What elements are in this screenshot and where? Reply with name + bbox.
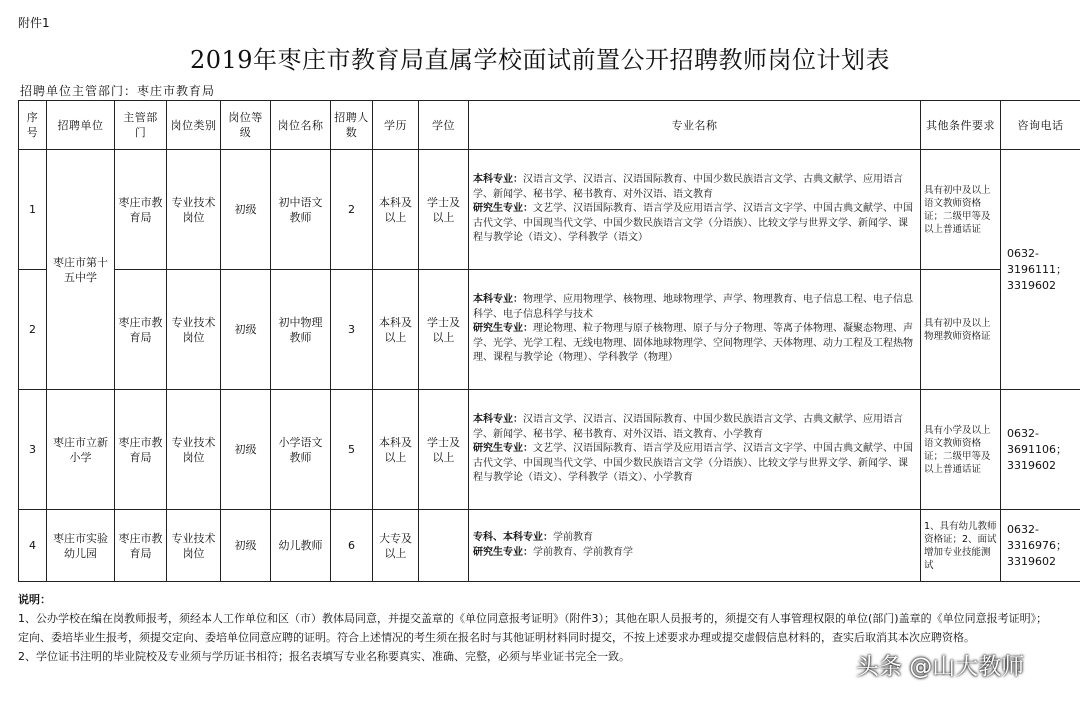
major-text: 理论物理、粒子物理与原子核物理、原子与分子物理、等离子体物理、凝聚态物理、声学、光学、光学工程、无线电物理、固体地球物理学、空间物理学、天体物理、动力工程及工程热物理、课程与教学论（物理）、学科教学（物理） [473, 323, 913, 364]
position-cell: 幼儿教师 [271, 510, 331, 582]
major-label: 本科专业： [473, 174, 523, 186]
header-row [19, 101, 1080, 150]
note-item: 2、学位证书注明的毕业院校及专业须与学历证书相符；报名表填写专业名称要真实、准确、完整，必须与毕业证书完全一致。 [18, 650, 630, 663]
major-label: 研究生专业： [473, 323, 533, 335]
note-item: 1、公办学校在编在岗教师报考，须经本人工作单位和区（市）教体局同意，并提交盖章的《单位同意报考证明》（附件3）；其他在职人员报考的，须提交有人事管理权限的单位(部门)盖章的《单位同意报考证明》；定向、委培毕业生报考，须提交定向、委培单位同意应聘的证明。符合上述情况的考生须在报名时与其他证明材料同时提交，不按上述要求办理或提交虚假信息材料的，查实后取消其本次应聘资格。 [18, 612, 1048, 644]
recruitment-table [18, 100, 1080, 582]
major-label: 研究生专业： [473, 203, 533, 215]
major-text: 物理学、应用物理学、核物理、地球物理学、声学、物理教育、电子信息工程、电子信息科学、电子信息科学与技术 [473, 294, 913, 320]
watermark: 头条 @山大教师 [856, 654, 1025, 680]
count-cell: 6 [331, 510, 373, 582]
header-cell: 其他条件要求 [921, 101, 1001, 150]
major-label: 专科、本科专业： [473, 532, 553, 543]
header-cell: 招聘单位 [47, 101, 115, 150]
row-number: 4 [19, 510, 47, 582]
row-number: 1 [19, 150, 47, 270]
count-cell: 2 [331, 150, 373, 270]
major-cell [469, 390, 921, 510]
dept-cell: 枣庄市教育局 [115, 150, 167, 270]
unit-cell: 枣庄市第十五中学 [47, 150, 115, 390]
header-cell: 招聘人数 [331, 101, 373, 150]
category-cell: 专业技术岗位 [167, 390, 221, 510]
major-label: 本科专业： [473, 414, 523, 426]
table-row [19, 390, 1080, 510]
other-cell: 具有初中及以上物理教师资格证 [921, 270, 1001, 390]
other-cell: 具有初中及以上语文教师资格证；二级甲等及以上普通话证 [921, 150, 1001, 270]
header-cell: 岗位类别 [167, 101, 221, 150]
grade-cell: 初级 [221, 510, 271, 582]
other-cell: 具有小学及以上语文教师资格证；二级甲等及以上普通话证 [921, 390, 1001, 510]
major-text: 文艺学、汉语国际教育、语言学及应用语言学、汉语言文字学、中国古典文献学、中国古代文学、中国现当代文学、中国少数民族语言文学（分语族）、比较文学与世界文学、新闻学、课程与教学论（语文）、学科教学（语文） [473, 203, 913, 244]
degree-cell [419, 510, 469, 582]
major-text: 汉语言文学、汉语言、汉语国际教育、中国少数民族语言文学、古典文献学、应用语言学、新闻学、秘书学、秘书教育、对外汉语、语文教育 [473, 174, 903, 200]
row-number: 3 [19, 390, 47, 510]
department-line: 招聘单位主管部门：枣庄市教育局 [20, 84, 216, 98]
education-cell: 本科及以上 [373, 390, 419, 510]
header-cell: 咨询电话 [1001, 101, 1080, 150]
position-cell: 初中物理教师 [271, 270, 331, 390]
dept-cell: 枣庄市教育局 [115, 270, 167, 390]
count-cell: 5 [331, 390, 373, 510]
major-cell [469, 270, 921, 390]
table-row [19, 510, 1080, 582]
count-cell: 3 [331, 270, 373, 390]
other-cell: 1、具有幼儿教师资格证；2、面试增加专业技能测试 [921, 510, 1001, 582]
category-cell: 专业技术岗位 [167, 510, 221, 582]
major-cell [469, 150, 921, 270]
major-label: 研究生专业： [473, 443, 533, 455]
major-text: 文艺学、汉语国际教育、语言学及应用语言学、汉语言文字学、中国古典文献学、中国古代文学、中国现当代文学、中国少数民族语言文学（分语族）、比较文学与世界文学、新闻学、课程与教学论（语文）、学科教学（语文）、小学教育 [473, 443, 913, 484]
category-cell: 专业技术岗位 [167, 270, 221, 390]
education-cell: 本科及以上 [373, 270, 419, 390]
category-cell: 专业技术岗位 [167, 150, 221, 270]
grade-cell: 初级 [221, 270, 271, 390]
grade-cell: 初级 [221, 150, 271, 270]
phone-cell: 0632-3316976；3319602 [1001, 510, 1080, 582]
position-cell: 初中语文教师 [271, 150, 331, 270]
page-title: 2019年枣庄市教育局直属学校面试前置公开招聘教师岗位计划表 [189, 46, 891, 74]
attachment-label: 附件1 [18, 16, 50, 30]
header-cell: 序号 [19, 101, 47, 150]
major-label: 本科专业： [473, 294, 523, 306]
header-cell: 专业名称 [469, 101, 921, 150]
major-text: 汉语言文学、汉语言、汉语国际教育、中国少数民族语言文学、古典文献学、应用语言学、新闻学、秘书学、秘书教育、对外汉语、语文教育、小学教育 [473, 414, 903, 440]
header-cell: 主管部门 [115, 101, 167, 150]
grade-cell: 初级 [221, 390, 271, 510]
header-cell: 学历 [373, 101, 419, 150]
phone-cell: 0632-3691106；3319602 [1001, 390, 1080, 510]
table-row [19, 150, 1080, 270]
notes-heading: 说明： [18, 593, 51, 606]
header-cell: 学位 [419, 101, 469, 150]
education-cell: 本科及以上 [373, 150, 419, 270]
header-cell: 岗位等级 [221, 101, 271, 150]
degree-cell: 学士及以上 [419, 150, 469, 270]
unit-cell: 枣庄市实验幼儿园 [47, 510, 115, 582]
major-text: 学前教育 [553, 532, 593, 543]
header-cell: 岗位名称 [271, 101, 331, 150]
dept-cell: 枣庄市教育局 [115, 390, 167, 510]
table-row [19, 270, 1080, 390]
row-number: 2 [19, 270, 47, 390]
education-cell: 大专及以上 [373, 510, 419, 582]
dept-cell: 枣庄市教育局 [115, 510, 167, 582]
position-cell: 小学语文教师 [271, 390, 331, 510]
major-label: 研究生专业： [473, 546, 533, 558]
degree-cell: 学士及以上 [419, 270, 469, 390]
phone-cell: 0632-3196111；3319602 [1001, 150, 1080, 390]
unit-cell: 枣庄市立新小学 [47, 390, 115, 510]
major-cell [469, 510, 921, 582]
major-text: 学前教育、学前教育学 [533, 546, 633, 558]
degree-cell: 学士及以上 [419, 390, 469, 510]
